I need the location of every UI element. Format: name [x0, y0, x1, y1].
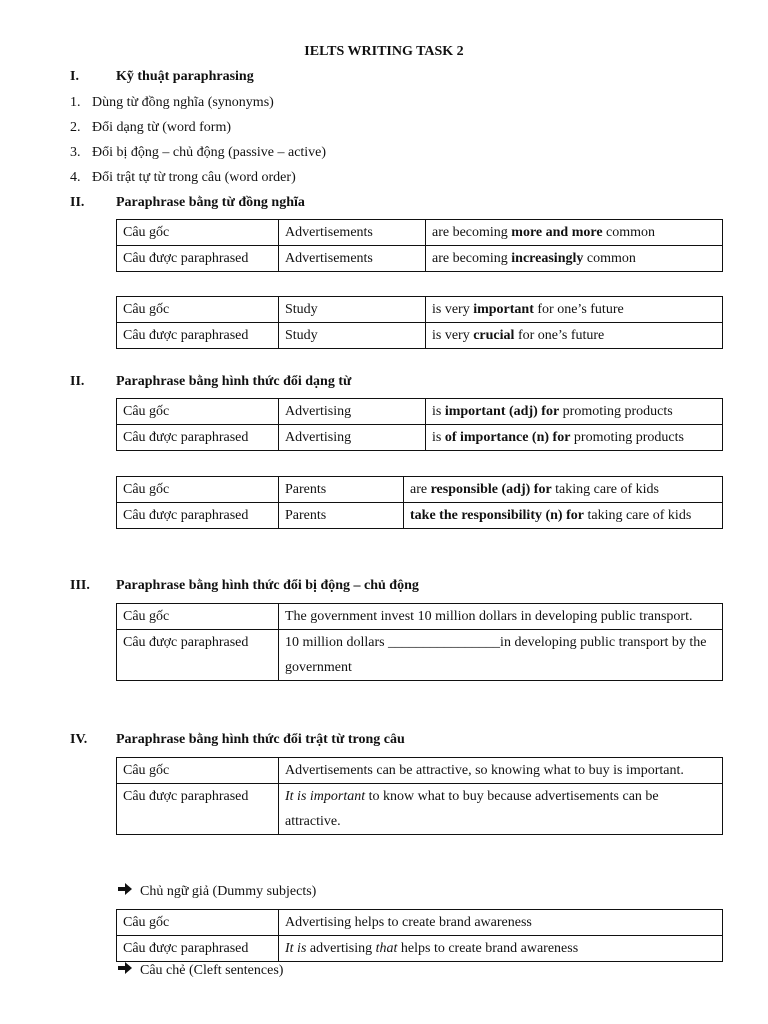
table-row	[117, 246, 723, 272]
table-row	[117, 630, 723, 681]
sentence-cell: Advertising helps to create brand awareness	[279, 910, 723, 936]
subject-cell: Parents	[279, 477, 404, 503]
dummy-subject-table	[116, 909, 723, 962]
section-heading-1	[70, 69, 254, 85]
text-segment: advertising	[306, 941, 376, 956]
note-text: Chủ ngữ giả (Dummy subjects)	[140, 883, 317, 899]
section-title: Kỹ thuật paraphrasing	[116, 69, 254, 84]
voice-table	[116, 603, 723, 681]
predicate-cell	[426, 425, 723, 451]
section-heading-4	[70, 578, 419, 594]
text-segment: promoting products	[559, 404, 673, 419]
sentence-cell: 10 million dollars ________________in developing public transport by the government	[279, 630, 723, 681]
subject-cell: Study	[279, 323, 426, 349]
word-form-table-2	[116, 476, 723, 529]
section-number: II.	[70, 195, 85, 210]
row-label: Câu được paraphrased	[117, 503, 279, 529]
text-segment: is very	[432, 328, 474, 343]
arrow-right-icon	[118, 883, 140, 900]
list-number: 2.	[70, 120, 81, 135]
row-label: Câu được paraphrased	[117, 784, 279, 835]
subject-cell: Parents	[279, 503, 404, 529]
section-title: Paraphrase bằng hình thức đổi dạng từ	[116, 374, 352, 389]
section-number: II.	[70, 374, 85, 389]
section-heading-2	[70, 195, 305, 211]
list-item	[70, 140, 326, 165]
table-row	[117, 220, 723, 246]
list-text: Đổi dạng từ (word form)	[92, 120, 232, 135]
text-segment: is very	[432, 302, 474, 317]
key-phrase: important (adj) for	[444, 404, 560, 419]
italic-phrase: It is important	[285, 789, 366, 804]
table-row	[117, 297, 723, 323]
key-phrase: crucial	[473, 328, 515, 343]
key-phrase: important	[473, 302, 534, 317]
row-label: Câu được paraphrased	[117, 323, 279, 349]
key-phrase: increasingly	[511, 251, 584, 266]
technique-list	[70, 90, 326, 190]
row-label: Câu được paraphrased	[117, 425, 279, 451]
row-label: Câu gốc	[117, 604, 279, 630]
note-text: Câu chẻ (Cleft sentences)	[140, 962, 284, 978]
text-segment: are becoming	[432, 251, 512, 266]
table-row	[117, 477, 723, 503]
subject-cell: Advertising	[279, 399, 426, 425]
key-phrase: take the responsibility (n) for	[410, 508, 584, 523]
document-title: IELTS WRITING TASK 2	[304, 44, 464, 59]
word-order-table	[116, 757, 723, 835]
row-label: Câu gốc	[117, 220, 279, 246]
sentence-cell	[279, 936, 723, 962]
subject-cell: Study	[279, 297, 426, 323]
row-label: Câu được paraphrased	[117, 630, 279, 681]
text-segment: for one’s future	[533, 302, 624, 317]
section-heading-5	[70, 732, 405, 748]
predicate-cell	[426, 399, 723, 425]
sentence-cell	[279, 784, 723, 835]
subject-cell: Advertisements	[279, 220, 426, 246]
dummy-subjects-note	[118, 883, 316, 900]
cleft-sentences-note	[118, 962, 283, 979]
table-row	[117, 399, 723, 425]
list-text: Đổi bị động – chủ động (passive – active)	[92, 145, 327, 160]
text-segment: are	[410, 482, 431, 497]
section-heading-3	[70, 374, 351, 390]
row-label: Câu được paraphrased	[117, 246, 279, 272]
italic-phrase: that	[375, 941, 398, 956]
predicate-cell	[426, 297, 723, 323]
text-segment: promoting products	[570, 430, 684, 445]
table-row	[117, 936, 723, 962]
synonym-table-1	[116, 219, 723, 272]
table-row	[117, 503, 723, 529]
word-form-table-1	[116, 398, 723, 451]
table-row	[117, 784, 723, 835]
section-number: IV.	[70, 732, 88, 747]
list-number: 4.	[70, 170, 81, 185]
section-title: Paraphrase bằng hình thức đổi bị động – chủ động	[116, 578, 419, 593]
predicate-cell	[404, 477, 723, 503]
list-item	[70, 90, 326, 115]
predicate-cell	[426, 323, 723, 349]
italic-phrase: It is	[285, 941, 307, 956]
table-row	[117, 910, 723, 936]
sentence-cell: The government invest 10 million dollars in developing public transport.	[279, 604, 723, 630]
section-number: III.	[70, 578, 90, 593]
list-text: Dùng từ đồng nghĩa (synonyms)	[92, 95, 274, 110]
text-segment: taking care of kids	[551, 482, 659, 497]
row-label: Câu gốc	[117, 477, 279, 503]
row-label: Câu gốc	[117, 399, 279, 425]
table-row	[117, 758, 723, 784]
arrow-right-icon	[118, 962, 140, 979]
row-label: Câu gốc	[117, 297, 279, 323]
section-title: Paraphrase bằng từ đồng nghĩa	[116, 195, 305, 210]
list-item	[70, 115, 326, 140]
text-segment: is	[432, 404, 445, 419]
subject-cell: Advertising	[279, 425, 426, 451]
list-text: Đổi trật tự từ trong câu (word order)	[92, 170, 296, 185]
section-number: I.	[70, 69, 79, 84]
key-phrase: of importance (n) for	[444, 430, 571, 445]
synonym-table-2	[116, 296, 723, 349]
text-segment: to know what to buy because advertisements can be attractive.	[285, 789, 659, 829]
text-segment: for one’s future	[514, 328, 605, 343]
key-phrase: responsible (adj) for	[430, 482, 552, 497]
row-label: Câu gốc	[117, 758, 279, 784]
text-segment: taking care of kids	[583, 508, 692, 523]
list-number: 1.	[70, 95, 81, 110]
text-segment: helps to create brand awareness	[397, 941, 579, 956]
predicate-cell	[426, 246, 723, 272]
predicate-cell	[404, 503, 723, 529]
text-segment: common	[602, 225, 656, 240]
row-label: Câu được paraphrased	[117, 936, 279, 962]
table-row	[117, 604, 723, 630]
row-label: Câu gốc	[117, 910, 279, 936]
key-phrase: more and more	[511, 225, 603, 240]
text-segment: are becoming	[432, 225, 512, 240]
table-row	[117, 323, 723, 349]
subject-cell: Advertisements	[279, 246, 426, 272]
text-segment: common	[583, 251, 636, 266]
section-title: Paraphrase bằng hình thức đổi trật từ trong câu	[116, 732, 405, 747]
predicate-cell	[426, 220, 723, 246]
table-row	[117, 425, 723, 451]
list-number: 3.	[70, 145, 81, 160]
list-item	[70, 165, 326, 190]
text-segment: is	[432, 430, 445, 445]
sentence-cell: Advertisements can be attractive, so knowing what to buy is important.	[279, 758, 723, 784]
